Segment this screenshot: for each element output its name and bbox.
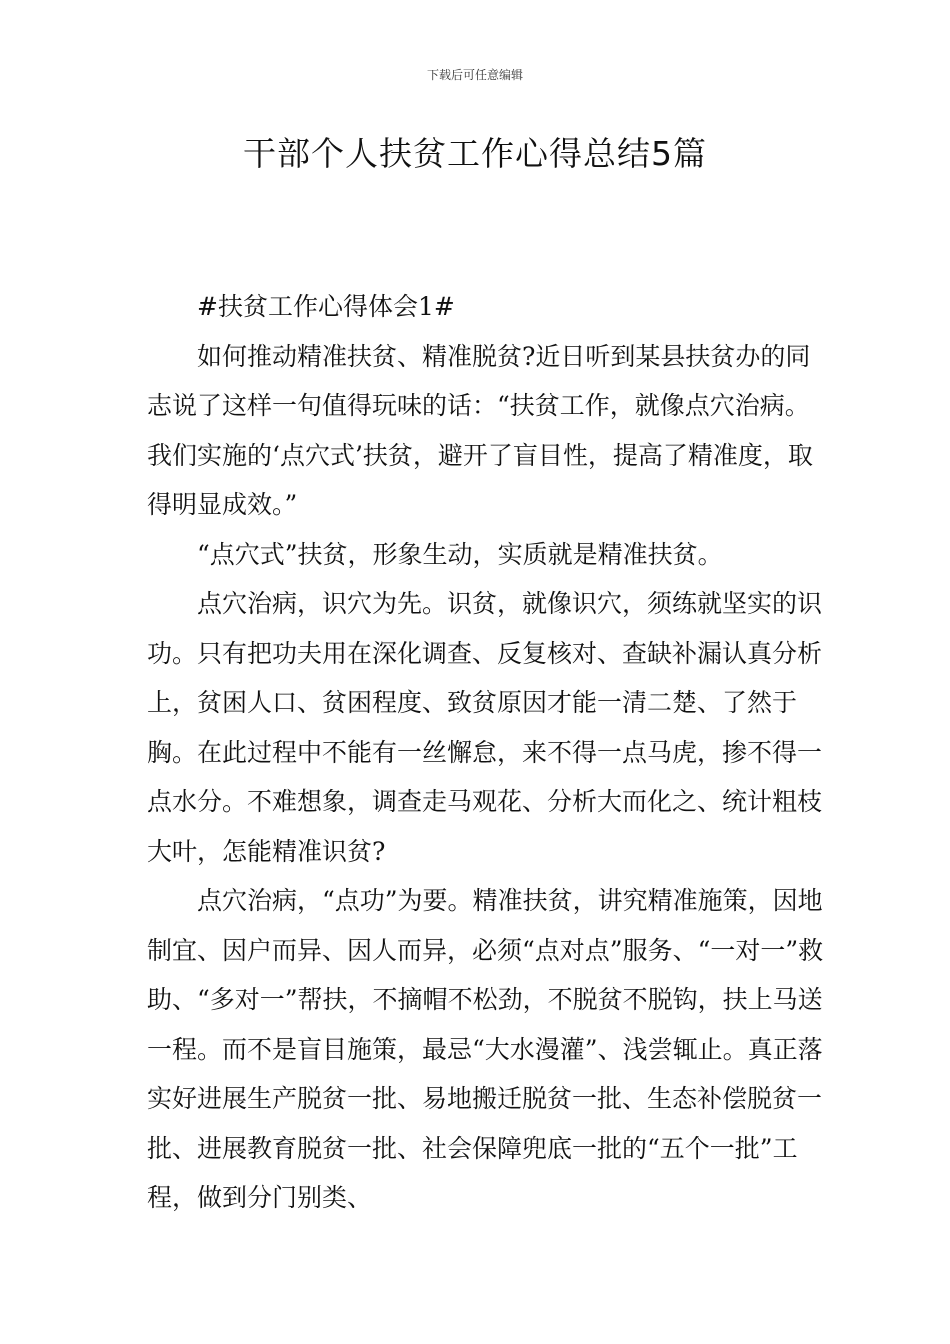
section-heading: #扶贫工作心得体会1#: [197, 292, 455, 321]
paragraph: “点穴式”扶贫，形象生动，实质就是精准扶贫。: [197, 539, 723, 569]
document-title: 干部个人扶贫工作心得总结5篇: [243, 134, 707, 173]
header-note: 下载后可任意编辑: [426, 68, 523, 82]
document-body: [147, 282, 827, 1223]
paragraph: 点穴治病，“点功”为要。精准扶贫，讲究精准施策，因地制宜、因户而异、因人而异，必须“点对点”服务、“一对一”救助、“多对一”帮扶，不摘帽不松劲，不脱贫不脱钩，扶上马送一程。而不是盲目施策，最忌“大水漫灌”、浅尝辄止。真正落实好进展生产脱贫一批、易地搬迁脱贫一批、生态补偿脱贫一批、进展教育脱贫一批、社会保障兜底一批的“五个一批”工程，做到分门别类、: [147, 886, 824, 1212]
paragraph: 如何推动精准扶贫、精准脱贫?近日听到某县扶贫办的同志说了这样一句值得玩味的话：“扶贫工作，就像点穴治病。我们实施的‘点穴式’扶贫，避开了盲目性，提高了精准度，取得明显成效。”: [147, 341, 813, 519]
paragraph: 点穴治病，识穴为先。识贫，就像识穴，须练就坚实的识功。只有把功夫用在深化调查、反复核对、查缺补漏认真分析上，贫困人口、贫困程度、致贫原因才能一清二楚、了然于胸。在此过程中不能有一丝懈怠，来不得一点马虎，掺不得一点水分。不难想象，调查走马观花、分析大而化之、统计粗枝大叶，怎能精准识贫?: [147, 589, 823, 866]
